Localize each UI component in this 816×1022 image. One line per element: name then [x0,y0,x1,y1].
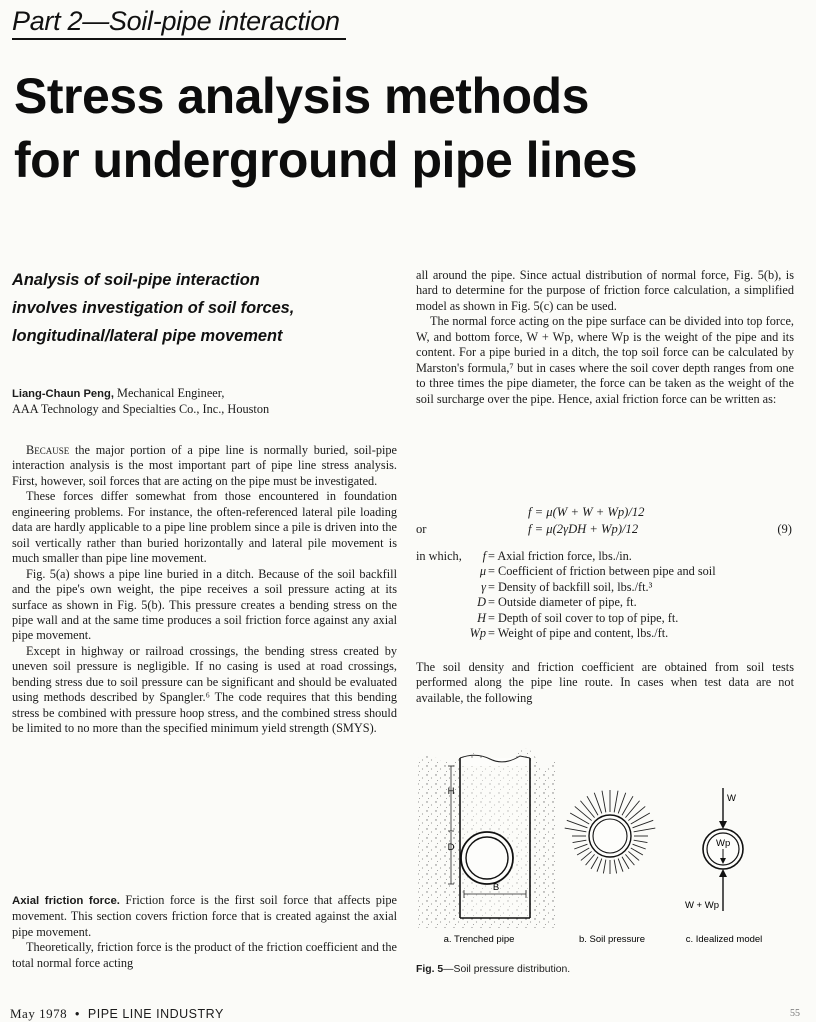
pressure-ray [634,828,656,832]
idealized-model-diagram [703,788,743,911]
def-symbol: γ [481,579,486,594]
footer-bullet: • [75,1007,80,1021]
paragraph-r1: all around the pipe. Since actual distribution of normal force, Fig. 5(b), is hard to determine for the purpose of friction force calculation, a simplified model as shown in Fig. 5(c) can be used. [416,268,794,313]
paragraph-2: These forces differ somewhat from those encountered in foundation engineering problems. For instance, the often-referenced lateral pile loading data are hardly applicable to a pipe line problem since a pile is driven into the soil vertically rather than buried horizontally and lateral pile movement is much smaller than pipe line movement. [12,489,397,566]
label-trenched-pipe: a. Trenched pipe [443,934,515,945]
magazine-name: PIPE LINE INDUSTRY [87,1007,224,1021]
def-symbol: μ [479,564,486,579]
equation-block [416,504,794,538]
pressure-ray [633,844,646,849]
label-idealized-model: c. Idealized model [685,934,763,945]
pressure-ray [625,854,634,865]
label-H: H [447,786,455,797]
trenched-pipe-diagram [418,749,556,928]
pressure-ray [614,860,616,874]
deck-line-3: longitudinal/lateral pipe movement [12,327,283,345]
pressure-ray [631,848,643,855]
def-text: = Weight of pipe and content, lbs./ft. [488,625,669,640]
pressure-ray [581,851,592,860]
label-W: W [727,793,736,804]
section-heading: Axial friction force. [12,895,120,907]
pressure-ray [597,859,602,872]
title-line-2: for underground pipe lines [14,132,638,188]
def-text: = Axial friction force, lbs./in. [488,549,632,563]
pressure-ray [625,801,639,818]
title-line-1: Stress analysis methods [14,68,589,124]
label-Wp: Wp [716,838,731,849]
pressure-ray [628,851,639,860]
pressure-ray [603,860,605,874]
paragraph-3: Fig. 5(a) shows a pipe line buried in a ditch. Because of the soil backfill and the pipe's own weight, the pipe receives a soil pressure acting at its surface as shown in Fig. 5(b). This pressure creates a bending stress on the pipe wall and at the same time produces a soil friction force against any axial pipe movement. [12,566,397,643]
author-role: Mechanical Engineer, [113,386,225,400]
label-D: D [447,842,455,853]
pressure-ray [574,844,587,849]
deck-line-2: involves investigation of soil forces, [12,299,295,317]
pressure-ray [565,828,587,832]
def-text: = Outside diameter of pipe, ft. [488,595,637,610]
left-column-section [12,893,397,971]
def-text: = Coefficient of friction between pipe and soil [488,564,716,579]
figure-number: Fig. 5 [416,964,444,975]
equation-1: f = μ(W + W + Wp)/12 [528,505,645,519]
page-footer [10,1006,224,1022]
right-column-continued [416,660,794,706]
label-soil-pressure: b. Soil pressure [578,934,646,945]
pressure-ray [602,791,606,813]
figure-5 [416,728,802,968]
figure-caption [416,964,570,975]
equation-2: f = μ(2γDH + Wp)/12 [528,522,639,536]
article-title [14,64,637,192]
pressure-ray [634,840,648,842]
pressure-ray [575,806,592,820]
paragraph-r2: The normal force acting on the pipe surface can be divided into top force, W, and bottom force, W + Wp, where Wp is the weight of the pipe and its content. For a pipe buried in a ditch, the top soil force can be calculated by Marston's formula,⁷ but in cases where the soil cover depth ranges from one to three times the pipe diameter, the force can be taken as the weight of the soil surcharge over the pipe. Hence, axial friction force can be written as: [416,314,794,406]
paragraph-r3: The soil density and friction coefficient are obtained from soil tests performed along the pipe line route. In cases when test data are not available, the following [416,660,794,705]
part-heading: Part 2—Soil-pipe interaction [12,4,346,40]
def-symbol: Wp [469,625,486,640]
pressure-ray [580,801,594,818]
drop-word: Because [26,443,70,457]
pressure-ray [577,848,589,855]
def-symbol: D [477,595,486,610]
figure-5-drawing [416,728,802,968]
def-symbol: H [477,610,486,625]
page-number: 55 [790,1008,800,1019]
paragraph-5: Axial friction force. Friction force is the first soil force that affects pipe movement. This section covers friction force that is created against the axial pipe movement. [12,893,397,939]
defs-intro: in which, [416,549,462,563]
equation-number: (9) [777,522,792,536]
byline [12,386,397,418]
paragraph-6: Theoretically, friction force is the product of the friction coefficient and the total normal force acting [12,940,397,970]
right-column-body [416,268,794,407]
pressure-ray [622,857,629,869]
pressure-ray [628,806,645,820]
left-column-body [12,443,397,737]
author-name: Liang-Chaun Peng, [12,388,114,400]
soil-pressure-diagram [565,790,656,874]
label-B: B [492,882,500,893]
variable-definitions [416,549,796,641]
issue-date: May 1978 [10,1006,68,1021]
def-symbol: f [482,549,486,563]
def-text: = Depth of soil cover to top of pipe, ft. [488,610,679,625]
paragraph-1: Because the major portion of a pipe line is normally buried, soil-pipe interaction analysis is the most important part of pipe line stress analysis. First, however, soil forces that are acting on the pipe must be investigated. [12,443,397,488]
author-affiliation: AAA Technology and Specialties Co., Inc., Houston [12,402,270,417]
figure-caption-text: —Soil pressure distribution. [443,964,571,975]
pressure-ray [591,857,598,869]
pressure-ray [614,791,618,813]
deck-line-1: Analysis of soil-pipe interaction [12,271,260,289]
pressure-ray [586,854,595,865]
deck-subtitle [12,266,392,350]
label-W-plus-Wp: W + Wp [684,900,719,911]
pressure-ray [618,859,623,872]
equation-or: or [416,522,427,536]
def-text: = Density of backfill soil, lbs./ft.³ [488,579,653,594]
pressure-ray [573,840,587,842]
paragraph-4: Except in highway or railroad crossings, the bending stress created by uneven soil pressure is negligible. If no casing is used at road crossings, bending stress due to soil pressure can be significant and should be evaluated using methods described by Spangler.⁶ The code requires that this bending stress be combined with pressure hoop stress, and the combined stress should be limited to no more than the specified minimum yield strength (SMYS). [12,643,397,736]
